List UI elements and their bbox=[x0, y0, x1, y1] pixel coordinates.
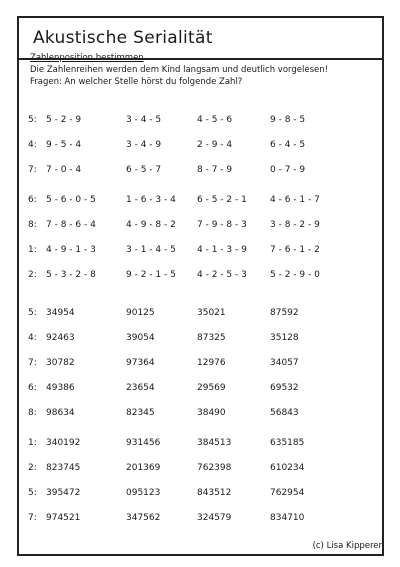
number-sequence: 823745 bbox=[46, 463, 81, 473]
number-sequence: 3 - 1 - 4 - 5 bbox=[126, 245, 176, 255]
target-number-label: 4: bbox=[28, 333, 37, 343]
number-sequence: 34057 bbox=[270, 358, 299, 368]
exercise-row bbox=[0, 245, 400, 259]
target-number-label: 8: bbox=[28, 220, 37, 230]
number-sequence: 4 - 9 - 8 - 2 bbox=[126, 220, 176, 230]
target-number-label: 7: bbox=[28, 513, 37, 523]
number-sequence: 23654 bbox=[126, 383, 155, 393]
number-sequence: 635185 bbox=[270, 438, 305, 448]
number-sequence: 34954 bbox=[46, 308, 75, 318]
number-sequence: 1 - 6 - 3 - 4 bbox=[126, 195, 176, 205]
number-sequence: 4 - 9 - 1 - 3 bbox=[46, 245, 96, 255]
target-number-label: 2: bbox=[28, 463, 37, 473]
copyright-footer: (c) Lisa Kipperer bbox=[312, 541, 382, 551]
target-number-label: 4: bbox=[28, 140, 37, 150]
number-sequence: 4 - 6 - 1 - 7 bbox=[270, 195, 320, 205]
number-sequence: 095123 bbox=[126, 488, 161, 498]
exercise-row bbox=[0, 358, 400, 372]
number-sequence: 90125 bbox=[126, 308, 155, 318]
exercise-row bbox=[0, 165, 400, 179]
exercise-row bbox=[0, 488, 400, 502]
number-sequence: 4 - 2 - 5 - 3 bbox=[197, 270, 247, 280]
number-sequence: 0 - 7 - 9 bbox=[270, 165, 306, 175]
number-sequence: 29569 bbox=[197, 383, 226, 393]
number-sequence: 82345 bbox=[126, 408, 155, 418]
number-sequence: 9 - 5 - 4 bbox=[46, 140, 82, 150]
exercise-row bbox=[0, 408, 400, 422]
exercise-row bbox=[0, 383, 400, 397]
number-sequence: 56843 bbox=[270, 408, 299, 418]
section-heading: Zahlenposition bestimmen bbox=[30, 53, 144, 63]
number-sequence: 6 - 4 - 5 bbox=[270, 140, 306, 150]
page-title: Akustische Serialität bbox=[33, 28, 213, 48]
number-sequence: 8 - 7 - 9 bbox=[197, 165, 233, 175]
number-sequence: 92463 bbox=[46, 333, 75, 343]
number-sequence: 6 - 5 - 2 - 1 bbox=[197, 195, 247, 205]
number-sequence: 2 - 9 - 4 bbox=[197, 140, 233, 150]
number-sequence: 98634 bbox=[46, 408, 75, 418]
target-number-label: 5: bbox=[28, 308, 37, 318]
number-sequence: 395472 bbox=[46, 488, 81, 498]
exercise-row bbox=[0, 140, 400, 154]
number-sequence: 931456 bbox=[126, 438, 161, 448]
number-sequence: 3 - 8 - 2 - 9 bbox=[270, 220, 320, 230]
exercise-row bbox=[0, 220, 400, 234]
exercise-row bbox=[0, 513, 400, 527]
target-number-label: 6: bbox=[28, 195, 37, 205]
exercise-row bbox=[0, 270, 400, 284]
number-sequence: 38490 bbox=[197, 408, 226, 418]
number-sequence: 39054 bbox=[126, 333, 155, 343]
number-sequence: 762398 bbox=[197, 463, 232, 473]
target-number-label: 2: bbox=[28, 270, 37, 280]
number-sequence: 5 - 2 - 9 bbox=[46, 115, 82, 125]
number-sequence: 610234 bbox=[270, 463, 305, 473]
exercise-row bbox=[0, 195, 400, 209]
number-sequence: 340192 bbox=[46, 438, 81, 448]
number-sequence: 7 - 9 - 8 - 3 bbox=[197, 220, 247, 230]
number-sequence: 4 - 1 - 3 - 9 bbox=[197, 245, 247, 255]
number-sequence: 7 - 8 - 6 - 4 bbox=[46, 220, 96, 230]
target-number-label: 5: bbox=[28, 115, 37, 125]
number-sequence: 4 - 5 - 6 bbox=[197, 115, 233, 125]
number-sequence: 7 - 6 - 1 - 2 bbox=[270, 245, 320, 255]
number-sequence: 5 - 2 - 9 - 0 bbox=[270, 270, 320, 280]
target-number-label: 8: bbox=[28, 408, 37, 418]
number-sequence: 35021 bbox=[197, 308, 226, 318]
exercise-row bbox=[0, 333, 400, 347]
number-sequence: 3 - 4 - 5 bbox=[126, 115, 162, 125]
number-sequence: 324579 bbox=[197, 513, 232, 523]
number-sequence: 87592 bbox=[270, 308, 299, 318]
number-sequence: 843512 bbox=[197, 488, 232, 498]
instruction-line-2: Fragen: An welcher Stelle hörst du folgende Zahl? bbox=[30, 77, 243, 87]
number-sequence: 7 - 0 - 4 bbox=[46, 165, 82, 175]
number-sequence: 30782 bbox=[46, 358, 75, 368]
number-sequence: 12976 bbox=[197, 358, 226, 368]
target-number-label: 5: bbox=[28, 488, 37, 498]
exercise-row bbox=[0, 115, 400, 129]
target-number-label: 7: bbox=[28, 358, 37, 368]
number-sequence: 347562 bbox=[126, 513, 161, 523]
number-sequence: 6 - 5 - 7 bbox=[126, 165, 162, 175]
number-sequence: 974521 bbox=[46, 513, 81, 523]
exercise-row bbox=[0, 438, 400, 452]
number-sequence: 97364 bbox=[126, 358, 155, 368]
target-number-label: 6: bbox=[28, 383, 37, 393]
target-number-label: 1: bbox=[28, 245, 37, 255]
number-sequence: 9 - 8 - 5 bbox=[270, 115, 306, 125]
number-sequence: 834710 bbox=[270, 513, 305, 523]
number-sequence: 35128 bbox=[270, 333, 299, 343]
number-sequence: 87325 bbox=[197, 333, 226, 343]
number-sequence: 5 - 6 - 0 - 5 bbox=[46, 195, 96, 205]
number-sequence: 384513 bbox=[197, 438, 232, 448]
exercise-row bbox=[0, 308, 400, 322]
target-number-label: 1: bbox=[28, 438, 37, 448]
instruction-line-1: Die Zahlenreihen werden dem Kind langsam und deutlich vorgelesen! bbox=[30, 65, 329, 75]
number-sequence: 49386 bbox=[46, 383, 75, 393]
number-sequence: 5 - 3 - 2 - 8 bbox=[46, 270, 96, 280]
number-sequence: 3 - 4 - 9 bbox=[126, 140, 162, 150]
number-sequence: 69532 bbox=[270, 383, 299, 393]
exercise-row bbox=[0, 463, 400, 477]
number-sequence: 201369 bbox=[126, 463, 161, 473]
number-sequence: 9 - 2 - 1 - 5 bbox=[126, 270, 176, 280]
target-number-label: 7: bbox=[28, 165, 37, 175]
number-sequence: 762954 bbox=[270, 488, 305, 498]
